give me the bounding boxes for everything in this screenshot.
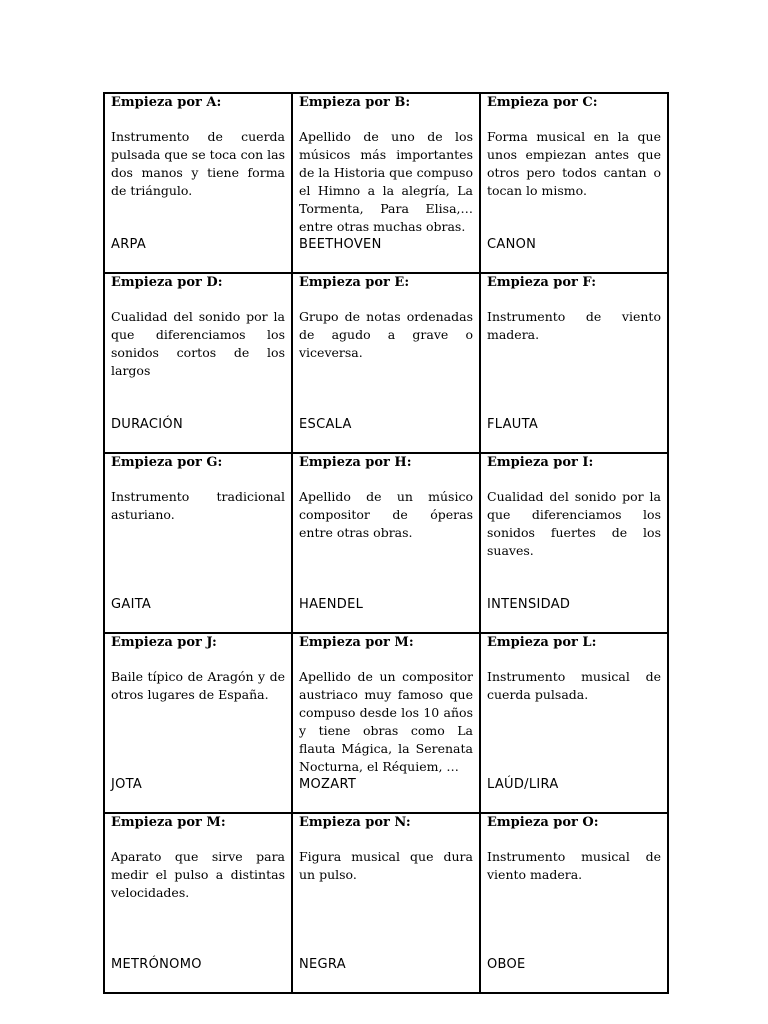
card-answer: METRÓNOMO bbox=[111, 956, 285, 974]
table-row bbox=[104, 273, 668, 453]
card-answer: LAÚD/LIRA bbox=[487, 776, 661, 794]
card-description: Grupo de notas ordenadas de agudo a grave o viceversa. bbox=[299, 309, 473, 360]
quiz-card bbox=[480, 93, 668, 273]
card-answer: OBOE bbox=[487, 956, 661, 974]
table-row bbox=[104, 633, 668, 813]
card-description: Instrumento de cuerda pulsada que se toca con las dos manos y tiene forma de triángulo. bbox=[111, 129, 285, 198]
card-heading: Empieza por C: bbox=[487, 95, 598, 110]
quiz-card bbox=[480, 813, 668, 993]
card-description: Instrumento de viento madera. bbox=[487, 309, 661, 342]
card-description: Instrumento tradicional asturiano. bbox=[111, 489, 285, 522]
card-description: Cualidad del sonido por la que diferenciamos los sonidos cortos de los largos bbox=[111, 309, 285, 378]
quiz-card bbox=[104, 93, 292, 273]
quiz-card bbox=[480, 273, 668, 453]
quiz-card bbox=[104, 453, 292, 633]
card-answer: GAITA bbox=[111, 596, 285, 614]
card-answer: MOZART bbox=[299, 776, 473, 794]
card-heading: Empieza por L: bbox=[487, 635, 597, 650]
card-heading: Empieza por F: bbox=[487, 275, 596, 290]
card-description: Instrumento musical de cuerda pulsada. bbox=[487, 669, 661, 702]
card-description: Forma musical en la que unos empiezan antes que otros pero todos cantan o tocan lo mismo. bbox=[487, 129, 661, 198]
card-description: Figura musical que dura un pulso. bbox=[299, 849, 473, 882]
quiz-card bbox=[480, 633, 668, 813]
card-heading: Empieza por M: bbox=[299, 635, 414, 650]
quiz-card bbox=[292, 273, 480, 453]
card-heading: Empieza por N: bbox=[299, 815, 411, 830]
quiz-card bbox=[292, 93, 480, 273]
card-description: Instrumento musical de viento madera. bbox=[487, 849, 661, 882]
card-heading: Empieza por A: bbox=[111, 95, 222, 110]
quiz-card bbox=[292, 633, 480, 813]
quiz-card bbox=[480, 453, 668, 633]
quiz-table bbox=[103, 92, 669, 994]
table-row bbox=[104, 453, 668, 633]
table-row bbox=[104, 813, 668, 993]
card-description: Apellido de uno de los músicos más importantes de la Historia que compuso el Himno a la alegría, La Tormenta, Para Elisa,… entre otras muchas obras. bbox=[299, 129, 473, 234]
quiz-card bbox=[104, 813, 292, 993]
card-heading: Empieza por J: bbox=[111, 635, 217, 650]
table-row bbox=[104, 93, 668, 273]
card-answer: NEGRA bbox=[299, 956, 473, 974]
quiz-card bbox=[292, 813, 480, 993]
card-description: Baile típico de Aragón y de otros lugares de España. bbox=[111, 669, 285, 702]
card-heading: Empieza por H: bbox=[299, 455, 412, 470]
card-heading: Empieza por G: bbox=[111, 455, 223, 470]
card-heading: Empieza por E: bbox=[299, 275, 410, 290]
card-heading: Empieza por O: bbox=[487, 815, 599, 830]
card-answer: INTENSIDAD bbox=[487, 596, 661, 614]
quiz-card bbox=[292, 453, 480, 633]
card-answer: BEETHOVEN bbox=[299, 236, 473, 254]
card-answer: CANON bbox=[487, 236, 661, 254]
card-description: Apellido de un músico compositor de óperas entre otras obras. bbox=[299, 489, 473, 540]
card-answer: DURACIÓN bbox=[111, 416, 285, 434]
card-heading: Empieza por D: bbox=[111, 275, 223, 290]
card-answer: HAENDEL bbox=[299, 596, 473, 614]
card-description: Apellido de un compositor austriaco muy famoso que compuso desde los 10 años y tiene obras como La flauta Mágica, la Serenata Nocturna, el Réquiem, … bbox=[299, 669, 473, 774]
card-heading: Empieza por B: bbox=[299, 95, 411, 110]
quiz-card bbox=[104, 633, 292, 813]
card-answer: JOTA bbox=[111, 776, 285, 794]
card-answer: ESCALA bbox=[299, 416, 473, 434]
card-heading: Empieza por M: bbox=[111, 815, 226, 830]
card-answer: ARPA bbox=[111, 236, 285, 254]
card-description: Aparato que sirve para medir el pulso a distintas velocidades. bbox=[111, 849, 285, 900]
card-answer: FLAUTA bbox=[487, 416, 661, 434]
card-description: Cualidad del sonido por la que diferenciamos los sonidos fuertes de los suaves. bbox=[487, 489, 661, 558]
quiz-card bbox=[104, 273, 292, 453]
card-heading: Empieza por I: bbox=[487, 455, 594, 470]
